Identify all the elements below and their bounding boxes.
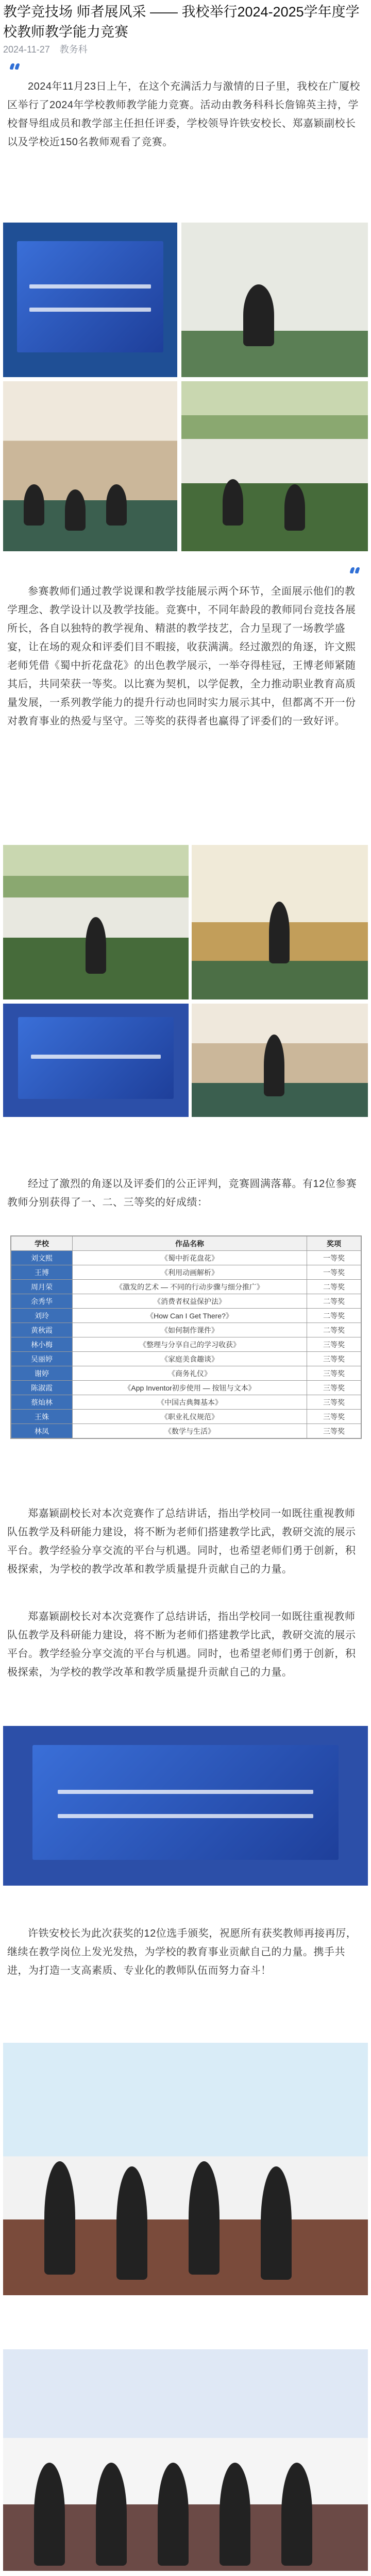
- table-cell-rank: 三等奖: [307, 1366, 361, 1381]
- table-cell-rank: 三等奖: [307, 1352, 361, 1366]
- table-header-cell: 作品名称: [73, 1236, 307, 1251]
- table-header-cell: 奖项: [307, 1236, 361, 1251]
- table-cell-school: 王姝: [11, 1410, 73, 1424]
- table-header-cell: 学校: [11, 1236, 73, 1251]
- table-row: [11, 1381, 361, 1395]
- table-row: [11, 1280, 361, 1294]
- photo-competition-2: [192, 845, 368, 999]
- article-dept: 教务科: [59, 44, 88, 55]
- photo-award-group-2: [3, 2349, 368, 2571]
- photo-vice-principal-speech: [3, 1726, 368, 1886]
- table-cell-work: 《数学与生活》: [73, 1424, 307, 1438]
- table-cell-school: 刘玲: [11, 1309, 73, 1323]
- table-cell-work: 《如何制作课件》: [73, 1323, 307, 1337]
- article-title: 教学竞技场 师者展风采 —— 我校举行2024-2025学年度学校教师教学能力竞赛: [3, 4, 360, 40]
- table-cell-rank: 三等奖: [307, 1424, 361, 1438]
- photo-competition-4: [192, 1004, 368, 1117]
- table-cell-rank: 一等奖: [307, 1251, 361, 1265]
- photo-audience-2: [181, 381, 368, 551]
- intro-paragraph: 2024年11月23日上午，在这个充满活力与激情的日子里，我校在广厦校区举行了2024年学校教师教学能力竞赛。活动由教务科科长詹锦英主持，学校督导组成员和教学部主任担任评委，学校领导许铁安校长、郑嘉颖副校长以及学校近150名教师观看了竞赛。: [7, 81, 360, 148]
- table-cell-work: 《App Inventor初步使用 — 按钮与文本》: [73, 1381, 307, 1395]
- table-cell-school: 陈淑霞: [11, 1381, 73, 1395]
- table-cell-rank: 二等奖: [307, 1280, 361, 1294]
- quote-open-icon: [10, 63, 21, 72]
- table-cell-rank: 一等奖: [307, 1265, 361, 1280]
- table-cell-work: 《中国古典舞基本》: [73, 1395, 307, 1410]
- table-row: [11, 1366, 361, 1381]
- photo-competition-3: [3, 1004, 189, 1117]
- table-row: [11, 1265, 361, 1280]
- table-header-row: [11, 1236, 361, 1251]
- table-cell-work: 《蜀中折花盘花》: [73, 1251, 307, 1265]
- table-cell-school: 刘文熙: [11, 1251, 73, 1265]
- table-cell-work: 《How Can I Get There?》: [73, 1309, 307, 1323]
- table-cell-rank: 三等奖: [307, 1381, 361, 1395]
- table-cell-work: 《消费者权益保护法》: [73, 1294, 307, 1309]
- table-row: [11, 1352, 361, 1366]
- table-cell-work: 《激发的艺术 — 不同的行动步骤与细分推广》: [73, 1280, 307, 1294]
- photo-audience-1: [3, 381, 177, 551]
- table-cell-rank: 二等奖: [307, 1294, 361, 1309]
- table-cell-school: 余秀华: [11, 1294, 73, 1309]
- article-date: 2024-11-27: [3, 44, 50, 55]
- table-cell-school: 林小梅: [11, 1337, 73, 1352]
- table-cell-rank: 三等奖: [307, 1337, 361, 1352]
- table-row: [11, 1410, 361, 1424]
- body-paragraph: 参赛教师们通过教学说课和教学技能展示两个环节，全面展示他们的教学理念、教学设计以及教学技能。竞赛中，不同年龄段的教师同台竞技各展所长，各自以独特的教学视角、精湛的教学技艺，合力呈现了一场教学盛宴，让在场的观众和评委们目不暇接，收获满满。经过激烈的角逐，许文熙老师凭借《蜀中折花盘花》的出色教学展示，一举夺得桂冠，王博老师紧随其后，共同荣获一等奖。以比赛为契机，以学促教，全力推动职业教育高质量发展，一系列教学能力的提升行动也同时实力展示其中，但都离不开一份对教育事业的热爱与坚守。三等奖的获得者也赢得了评委们的一致好评。: [7, 586, 356, 727]
- table-row: [11, 1323, 361, 1337]
- table-cell-school: 吴丽婷: [11, 1352, 73, 1366]
- table-cell-work: 《利用动画解析》: [73, 1265, 307, 1280]
- table-row: [11, 1251, 361, 1265]
- results-intro: 经过了激烈的角逐以及评委们的公正评判，竞赛圆满落幕。有12位参赛教师分别获得了一、二、三等奖的好成绩：: [7, 1178, 357, 1208]
- table-cell-rank: 二等奖: [307, 1323, 361, 1337]
- table-cell-work: 《整理与分享自己的学习收获》: [73, 1337, 307, 1352]
- table-row: [11, 1309, 361, 1323]
- quote-close-icon: [350, 567, 361, 576]
- photo-competition-1: [3, 845, 189, 999]
- table-cell-rank: 二等奖: [307, 1309, 361, 1323]
- award-paragraph: 许铁安校长为此次获奖的12位选手颁奖，祝愿所有获奖教师再接再厉，继续在教学岗位上发光发热，为学校的教育事业贡献自己的力量。携手共进，为打造一支高素质、专业化的教师队伍而努力奋斗！: [7, 1928, 357, 1976]
- table-cell-school: 林凤: [11, 1424, 73, 1438]
- table-row: [11, 1337, 361, 1352]
- table-cell-school: 黄秋霞: [11, 1323, 73, 1337]
- photo-award-group-1: [3, 2043, 368, 2295]
- table-cell-work: 《商务礼仪》: [73, 1366, 307, 1381]
- table-cell-work: 《职业礼仪规范》: [73, 1410, 307, 1424]
- table-cell-school: 周月荣: [11, 1280, 73, 1294]
- article-meta: [3, 42, 95, 56]
- table-cell-rank: 三等奖: [307, 1395, 361, 1410]
- table-cell-school: 谢婷: [11, 1366, 73, 1381]
- table-cell-school: 蔡灿林: [11, 1395, 73, 1410]
- photo-speaker-podium: [181, 223, 368, 377]
- table-cell-school: 王博: [11, 1265, 73, 1280]
- summary-paragraph-2: 郑嘉颖副校长对本次竞赛作了总结讲话，指出学校同一如既往重视教师队伍教学及科研能力建设，将不断为老师们搭建教学比武，教研交流的展示平台。教学经验分享交流的平台与机遇。同时，也希望老师们勇于创新，积极探索，为学校的教学改革和教学质量提升贡献自己的力量。: [7, 1611, 356, 1678]
- table-cell-rank: 三等奖: [307, 1410, 361, 1424]
- table-row: [11, 1395, 361, 1410]
- table-row: [11, 1424, 361, 1438]
- table-row: [11, 1294, 361, 1309]
- photo-stage-screen: [3, 223, 177, 377]
- summary-paragraph-1: 郑嘉颖副校长对本次竞赛作了总结讲话，指出学校同一如既往重视教师队伍教学及科研能力建设，将不断为老师们搭建教学比武，教研交流的展示平台。教学经验分享交流的平台与机遇。同时，也希望老师们勇于创新，积极探索，为学校的教学改革和教学质量提升贡献自己的力量。: [7, 1508, 356, 1575]
- table-cell-work: 《家庭美食趣谈》: [73, 1352, 307, 1366]
- results-table: [10, 1235, 362, 1439]
